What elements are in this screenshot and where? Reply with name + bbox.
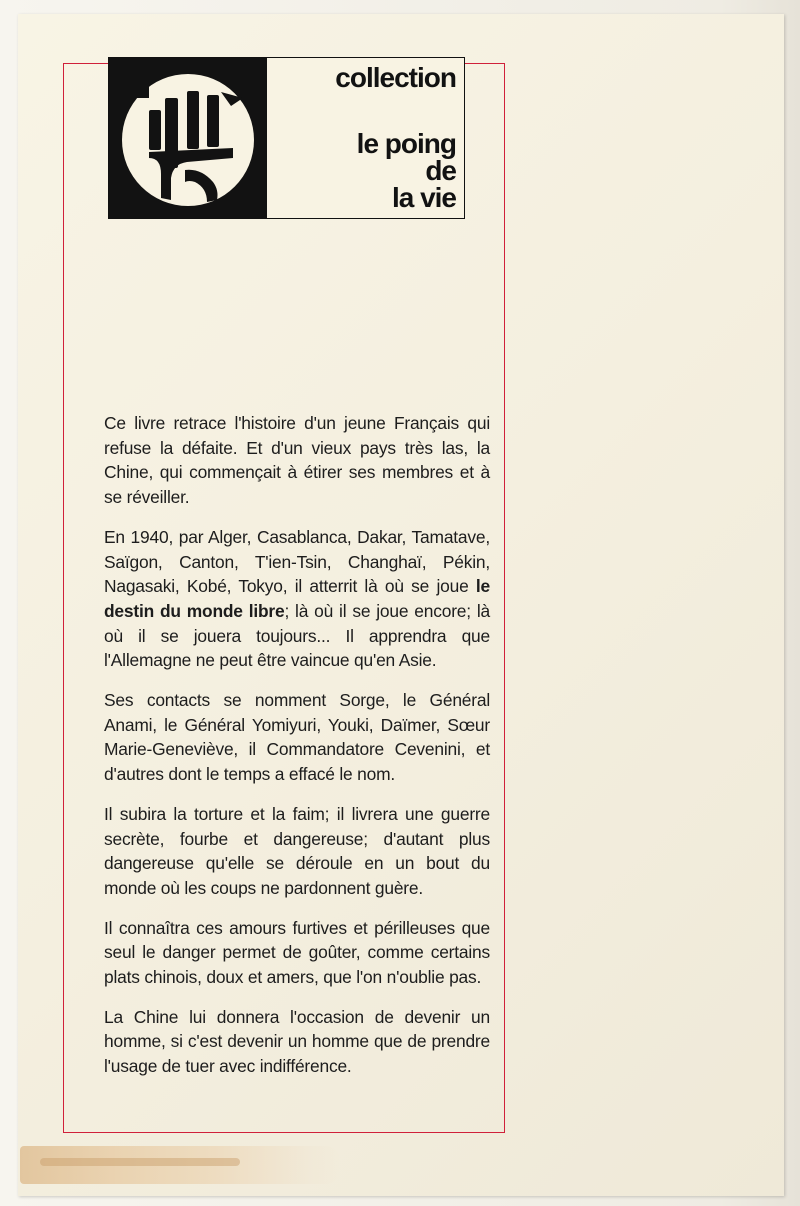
- series-title-line: de: [425, 155, 456, 186]
- blurb-paragraph: Ce livre retrace l'histoire d'un jeune Français qui refuse la défaite. Et d'un vieux pays très las, la Chine, qui commençait à étirer ses membres et à se réveiller.: [104, 413, 490, 508]
- blurb-paragraph: Il connaîtra ces amours furtives et périlleuses que seul le danger permet de goûter, comme certains plats chinois, doux et amers, que l'on n'oublie pas.: [104, 917, 490, 988]
- series-title-line: la vie: [391, 182, 456, 213]
- blurb-text: En 1940, par Alger, Casablanca, Dakar, Tamatave, Saïgon, Canton, T'ien-Tsin, Changhaï, Pékin, Nagasaki, Kobé, Tokyo, il atterrit là où se joue: [104, 526, 490, 597]
- wear-stain: [40, 1158, 240, 1166]
- collection-logo: [109, 58, 267, 218]
- collection-header: [108, 57, 465, 219]
- blurb-paragraph: Il subira la torture et la faim; il livrera une guerre secrète, fourbe et dangereuse; d'autant plus dangereuse qu'elle se déroule en un bout du monde où les coups ne pardonnent guère.: [104, 803, 490, 898]
- series-title: [357, 130, 456, 211]
- blurb-emphasis: le destin du monde libre: [104, 576, 490, 621]
- blurb-paragraph: La Chine lui donnera l'occasion de devenir un homme, si c'est devenir un homme que de prendre l'usage de tuer avec indifférence.: [104, 1006, 490, 1077]
- series-title-line: le poing: [356, 128, 456, 159]
- collection-label: collection: [335, 62, 456, 93]
- blurb-paragraph: Ses contacts se nomment Sorge, le Général Anami, le Général Yomiyuri, Youki, Daïmer, Sœur Marie-Geneviève, il Commandatore Cevenini, et d'autres dont le temps a effacé le nom.: [104, 690, 490, 785]
- fist-icon: [109, 58, 267, 218]
- back-cover-blurb: [104, 411, 490, 1094]
- blurb-paragraph: [104, 525, 490, 673]
- blurb-text: ; là où il se joue encore; là où il se jouera toujours... Il apprendra que l'Allemagne ne peut être vaincue qu'en Asie.: [104, 600, 491, 671]
